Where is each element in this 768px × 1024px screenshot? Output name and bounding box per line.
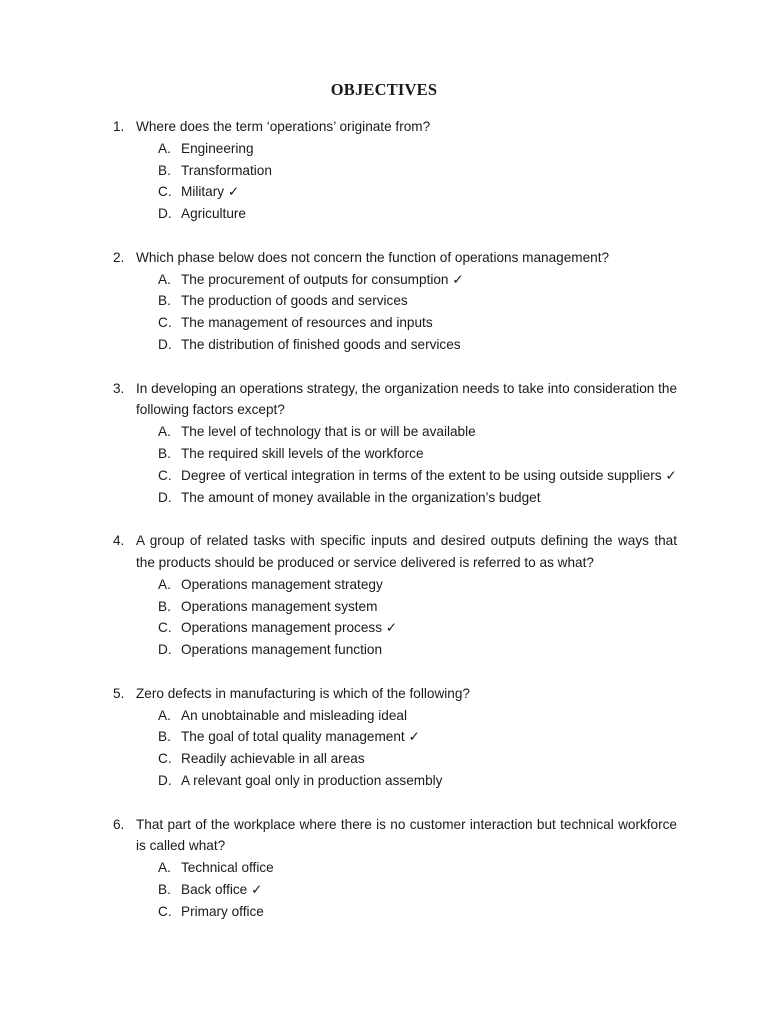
option-letter: C. [158,467,172,483]
option-letter: D. [158,489,172,505]
option-a [0,705,768,727]
option-list [0,857,768,922]
option-text: The production of goods and services [181,293,408,309]
question-number: 5. [113,685,125,701]
option-a [0,138,768,160]
question-text: A group of related tasks with specific inputs and desired outputs defining the ways that the products should be produced or service delivered is referred to as what? [136,533,677,570]
question-text: That part of the workplace where there is no customer interaction but technical workforce is called what? [136,816,677,854]
option-text: The amount of money available in the organization’s budget [181,489,541,505]
option-letter: D. [158,206,172,222]
option-text: The level of technology that is or will be available [181,424,476,440]
option-letter: B. [158,729,171,745]
question-number: 4. [113,533,125,549]
option-d [0,770,768,792]
option-c [0,901,768,923]
option-c [0,617,768,639]
option-a [0,269,768,291]
question-3 [0,378,768,509]
option-a [0,574,768,596]
question-2 [0,247,768,356]
option-list [0,269,768,356]
option-list [0,138,768,225]
option-text: A relevant goal only in production assembly [181,772,443,788]
question-1 [0,116,768,225]
option-text: The distribution of finished goods and services [181,336,461,352]
option-text: The management of resources and inputs [181,315,433,331]
option-letter: C. [158,751,172,767]
question-text: Zero defects in manufacturing is which of the following? [136,685,470,701]
option-text: Operations management system [181,598,378,614]
option-letter: A. [158,140,171,156]
option-letter: D. [158,336,172,352]
option-letter: A. [158,707,171,723]
option-text: Military ✓ [181,184,240,200]
option-text: Transformation [181,162,272,178]
option-text: Back office ✓ [181,881,263,897]
option-text: The goal of total quality management ✓ [181,729,420,745]
option-letter: B. [158,293,171,309]
option-text: Readily achievable in all areas [181,751,365,767]
option-b [0,596,768,618]
option-d [0,203,768,225]
option-c [0,748,768,770]
option-c [0,465,768,487]
question-list [0,116,768,944]
option-letter: A. [158,576,171,592]
option-d [0,487,768,509]
question-5 [0,683,768,792]
question-number: 6. [113,816,125,832]
option-letter: C. [158,903,172,919]
question-number: 1. [113,119,125,134]
option-letter: C. [158,620,172,636]
option-b [0,443,768,465]
question-text: Which phase below does not concern the function of operations management? [136,249,610,265]
option-text: Agriculture [181,206,246,222]
option-b [0,290,768,312]
option-b [0,726,768,748]
option-letter: C. [158,315,172,331]
option-a [0,421,768,443]
question-number: 2. [113,249,125,265]
option-letter: B. [158,598,171,614]
option-text: Operations management process ✓ [181,620,398,636]
option-text: The procurement of outputs for consumption ✓ [181,271,464,287]
option-text: An unobtainable and misleading ideal [181,707,407,723]
option-list [0,705,768,792]
option-letter: C. [158,184,172,200]
option-a [0,857,768,879]
option-text: Primary office [181,903,264,919]
option-list [0,574,768,661]
option-letter: A. [158,271,171,287]
option-text: The required skill levels of the workforce [181,445,424,461]
option-b [0,160,768,182]
option-letter: B. [158,445,171,461]
question-6 [0,814,768,923]
option-letter: A. [158,860,171,876]
option-letter: B. [158,162,171,178]
question-number: 3. [113,380,125,396]
question-text: Where does the term ‘operations’ originate from? [136,119,431,134]
option-list [0,421,768,508]
option-letter: D. [158,772,172,788]
option-letter: D. [158,642,172,658]
option-text: Operations management function [181,642,383,658]
page-title: OBJECTIVES [330,80,438,99]
option-c [0,312,768,334]
option-c [0,181,768,203]
option-d [0,639,768,661]
option-letter: A. [158,424,171,440]
option-text: Technical office [181,860,274,876]
option-b [0,879,768,901]
option-text: Engineering [181,140,254,156]
option-letter: B. [158,881,171,897]
question-4 [0,530,768,661]
option-text: Degree of vertical integration in terms of the extent to be using outside suppliers ✓ [181,467,677,483]
option-d [0,334,768,356]
option-text: Operations management strategy [181,576,383,592]
question-text: In developing an operations strategy, the organization needs to take into consideration the following factors except? [136,380,677,418]
